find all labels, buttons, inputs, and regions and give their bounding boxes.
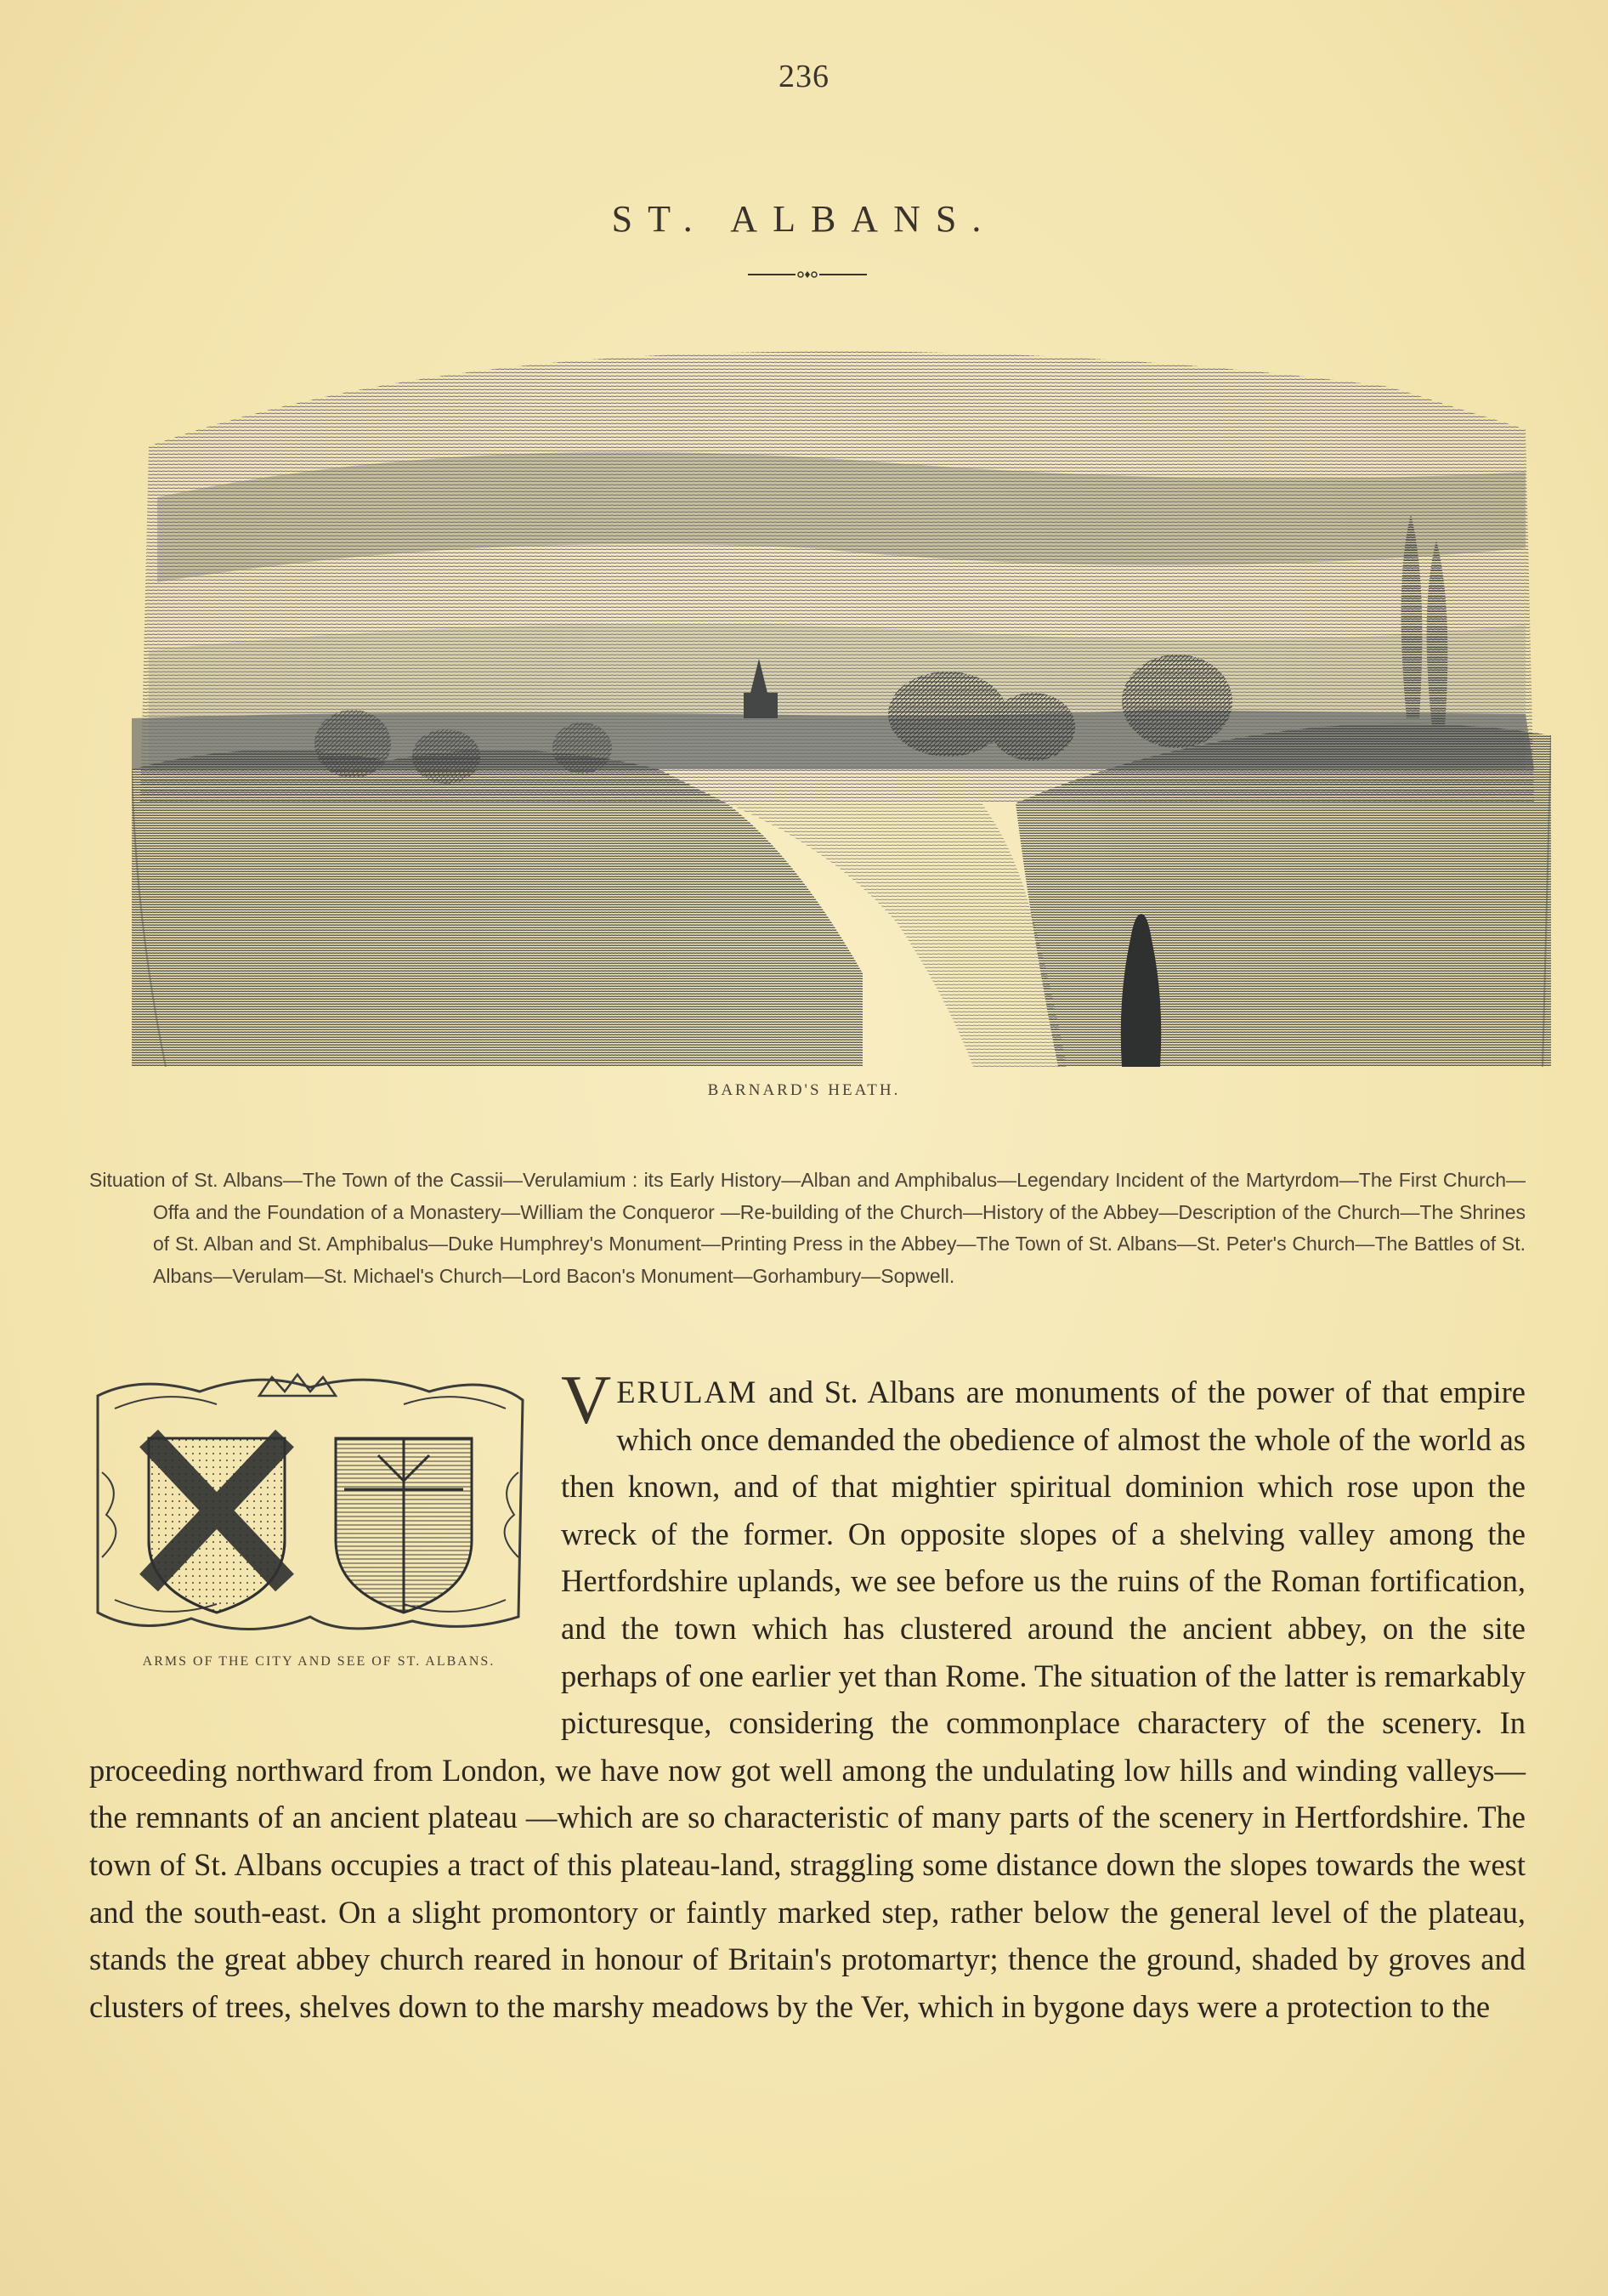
chapter-summary: Situation of St. Albans—The Town of the Cassii—Verulamium : its Early History—Alban and Amphibalus—Legendary Incident of the Martyrdom—The First Church—Offa and the Foundation of a Monastery—William the Conqueror —Re-building of the Church—History of the Abbey—Description of the Church—The Shrines of St. Alban and St. Amphibalus—Duke Humphrey's Monument—Printing Press in the Abbey—The Town of St. Albans—St. Peter's Church—The Battles of St. Albans—Verulam—St. Michael's Church—Lord Bacon's Monument—Gorhambury—Sopwell. xyxy=(89,1169,1526,1287)
page-number: 236 xyxy=(779,59,829,94)
illustration-caption: BARNARD'S HEATH. xyxy=(707,1081,901,1099)
body-paragraph xyxy=(89,1361,1526,2030)
arms-caption: ARMS OF THE CITY AND SEE OF ST. ALBANS. xyxy=(142,1654,495,1669)
title-ornament-rule xyxy=(748,269,867,281)
chapter-title: ST. ALBANS. xyxy=(611,198,997,240)
arms-float-spacer xyxy=(89,1369,561,1743)
drop-cap: V xyxy=(561,1361,612,1438)
body-text: and St. Albans are monuments of the power of that empire which once demanded the obedience of almost the whole of the world as then known, and of that mightier spiritual dominion which rose upon the wreck of the former. On opposite slopes of a shelving valley among the Hertfordshire uplands, we see before us the ruins of the Roman fortification, and the town which has clustered around the ancient abbey, on the site perhaps of one earlier yet than Rome. The situation of the latter is remarkably picturesque, considering the commonplace charactery of the scenery. In proceeding northward from London, we have now got well among the undulating low hills and winding valleys—the remnants of an ancient plateau —which are so characteristic of many parts of the scenery in Hertfordshire. The town of St. Albans occupies a tract of this plateau-land, straggling some distance down the slopes towards the west and the south-east. On a slight promontory or faintly marked step, rather below the general level of the plateau, stands the great abbey church reared in honour of Britain's protomartyr; thence the ground, shaded by groves and clusters of trees, shelves down to the marshy meadows by the Ver, which in bygone days were a protection to the xyxy=(89,1375,1526,2024)
lead-word: ERULAM xyxy=(616,1375,758,1409)
barnards-heath-engraving xyxy=(132,327,1551,1067)
